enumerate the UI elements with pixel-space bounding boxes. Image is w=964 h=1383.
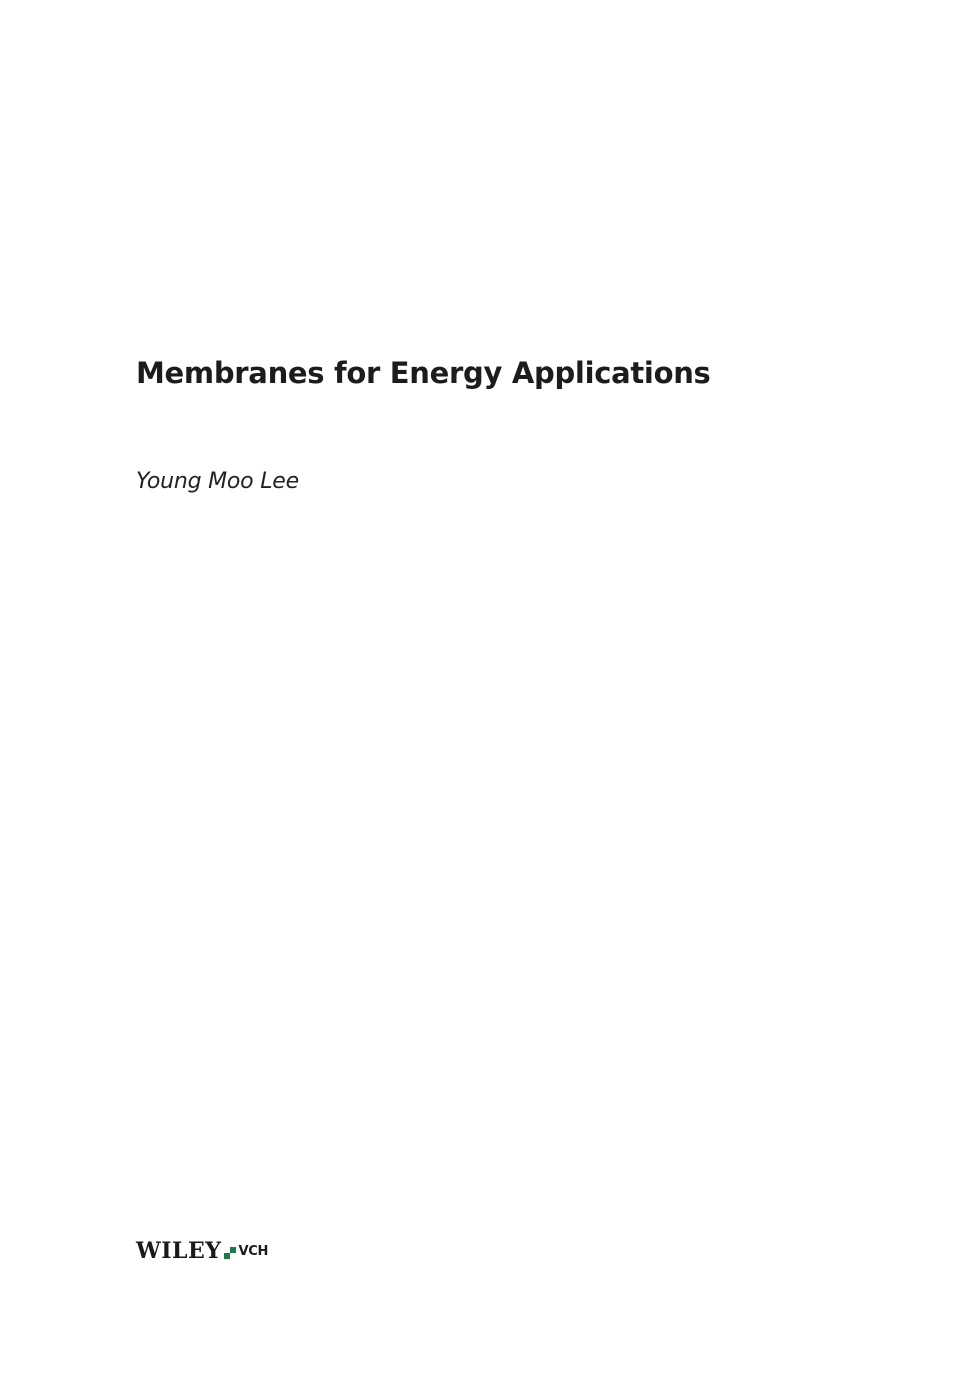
logo-wiley-text: WILEY xyxy=(136,1238,222,1264)
publisher-logo xyxy=(136,1236,268,1262)
book-author: Young Moo Lee xyxy=(136,469,299,494)
book-title: Membranes for Energy Applications xyxy=(136,356,711,390)
wiley-mark-icon xyxy=(224,1247,236,1259)
logo-vch-text: VCH xyxy=(238,1244,269,1259)
